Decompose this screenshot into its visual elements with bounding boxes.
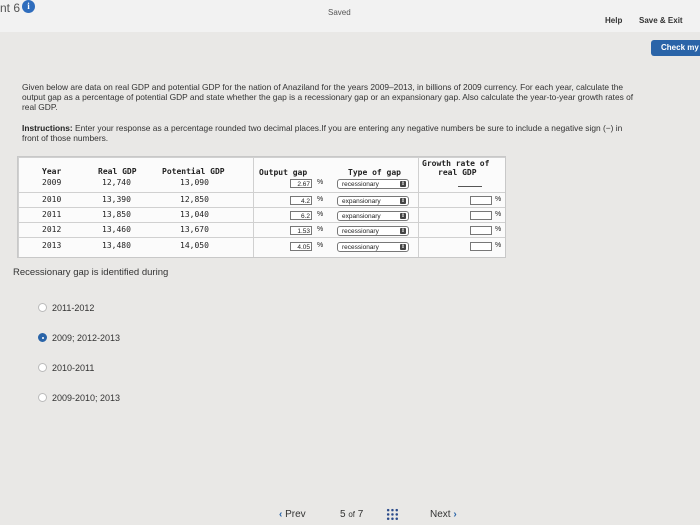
select-arrows-icon: ⇕	[400, 181, 406, 187]
instructions	[22, 123, 632, 143]
output-gap-input[interactable]: 4.05	[290, 242, 312, 251]
instructions-label: Instructions:	[22, 123, 73, 133]
check-my-work-button[interactable]: Check my	[651, 40, 700, 56]
output-gap-input[interactable]: 2.67	[290, 179, 312, 188]
percent-sign: %	[317, 179, 324, 186]
row-year: 2013	[42, 241, 62, 250]
header-type-of-gap: Type of gap	[348, 168, 401, 177]
gap-type-value: expansionary	[342, 198, 381, 205]
current-page: 5	[340, 509, 346, 520]
select-arrows-icon: ⇕	[400, 244, 406, 250]
select-arrows-icon: ⇕	[400, 198, 406, 204]
radio-button[interactable]	[38, 363, 47, 372]
radio-button[interactable]	[38, 303, 47, 312]
gap-type-select[interactable]	[337, 211, 409, 221]
row-potential-gdp: 13,670	[180, 225, 209, 234]
row-potential-gdp: 13,040	[180, 210, 209, 219]
growth-rate-dash-2009	[458, 186, 482, 187]
output-gap-input[interactable]: 1.53	[290, 226, 312, 235]
gap-type-select[interactable]	[337, 226, 409, 236]
prev-label: Prev	[285, 509, 306, 520]
page-of: of	[348, 510, 356, 519]
row-year: 2009	[42, 178, 62, 187]
percent-sign: %	[495, 242, 502, 249]
gap-type-select[interactable]	[337, 179, 409, 189]
chevron-right-icon: ›	[453, 509, 457, 520]
percent-sign: %	[317, 242, 324, 249]
footer-nav	[0, 500, 700, 525]
percent-sign: %	[317, 211, 324, 218]
growth-rate-input[interactable]	[470, 196, 492, 205]
percent-sign: %	[317, 226, 324, 233]
help-link[interactable]: Help	[605, 16, 623, 25]
percent-sign: %	[495, 196, 502, 203]
problem-intro: Given below are data on real GDP and potential GDP for the nation of Anaziland for the years 2009–2013, in billions of 2009 currency. For each year, calculate the output gap as a percentage of potential GDP and state whether the gap is a recessionary gap or an expansionary gap. Also calculate the year-to-year growth rates of real GDP.	[22, 82, 634, 112]
gap-type-select[interactable]	[337, 242, 409, 252]
header-real-gdp: Real GDP	[98, 167, 137, 176]
gap-type-value: recessionary	[342, 228, 379, 235]
question-number: nt 6	[0, 1, 21, 15]
row-year: 2010	[42, 195, 62, 204]
row-year: 2011	[42, 210, 62, 219]
chevron-left-icon: ‹	[279, 509, 283, 520]
output-gap-input[interactable]: 4.2	[290, 196, 312, 205]
option-label: 2009; 2012-2013	[52, 333, 121, 343]
next-label: Next	[430, 509, 451, 520]
header-growth-rate: Growth rate of	[422, 159, 490, 168]
next-button[interactable]	[430, 509, 457, 520]
growth-rate-input[interactable]	[470, 226, 492, 235]
row-real-gdp: 13,460	[102, 225, 131, 234]
gap-type-value: recessionary	[342, 244, 379, 251]
growth-rate-input[interactable]	[470, 211, 492, 220]
select-arrows-icon: ⇕	[400, 228, 406, 234]
select-arrows-icon: ⇕	[400, 213, 406, 219]
header-potential-gdp: Potential GDP	[162, 167, 225, 176]
option-label: 2011-2012	[52, 303, 95, 313]
row-year: 2012	[42, 225, 62, 234]
radio-button-selected[interactable]	[38, 333, 47, 342]
total-pages: 7	[357, 509, 364, 520]
row-real-gdp: 13,390	[102, 195, 131, 204]
saved-status: Saved	[328, 8, 351, 17]
instructions-text: Enter your response as a percentage rounded two decimal places.If you are entering any negative numbers be sure to include a negative sign (−) in front of those numbers.	[22, 123, 623, 143]
page-indicator	[340, 509, 363, 520]
grid-icon[interactable]	[386, 508, 399, 521]
option-label: 2010-2011	[52, 363, 95, 373]
option-label: 2009-2010; 2013	[52, 393, 121, 403]
info-icon[interactable]: i	[22, 0, 35, 13]
row-real-gdp: 12,740	[102, 178, 131, 187]
percent-sign: %	[495, 226, 502, 233]
percent-sign: %	[317, 196, 324, 203]
save-exit-link[interactable]: Save & Exit	[639, 16, 683, 25]
gap-type-value: recessionary	[342, 181, 379, 188]
row-potential-gdp: 13,090	[180, 178, 209, 187]
radio-button[interactable]	[38, 393, 47, 402]
gdp-table	[17, 156, 506, 258]
output-gap-input[interactable]: 6.2	[290, 211, 312, 220]
row-real-gdp: 13,850	[102, 210, 131, 219]
question-text: Recessionary gap is identified during	[13, 267, 169, 278]
row-potential-gdp: 12,850	[180, 195, 209, 204]
gap-type-select[interactable]	[337, 196, 409, 206]
growth-rate-input[interactable]	[470, 242, 492, 251]
gap-type-value: expansionary	[342, 213, 381, 220]
percent-sign: %	[495, 211, 502, 218]
header-growth-rate-sub: real GDP	[438, 168, 477, 177]
row-potential-gdp: 14,050	[180, 241, 209, 250]
top-bar	[0, 0, 700, 32]
prev-button[interactable]	[279, 509, 306, 520]
header-year: Year	[42, 167, 62, 176]
header-output-gap: Output gap	[259, 168, 308, 177]
row-real-gdp: 13,480	[102, 241, 131, 250]
